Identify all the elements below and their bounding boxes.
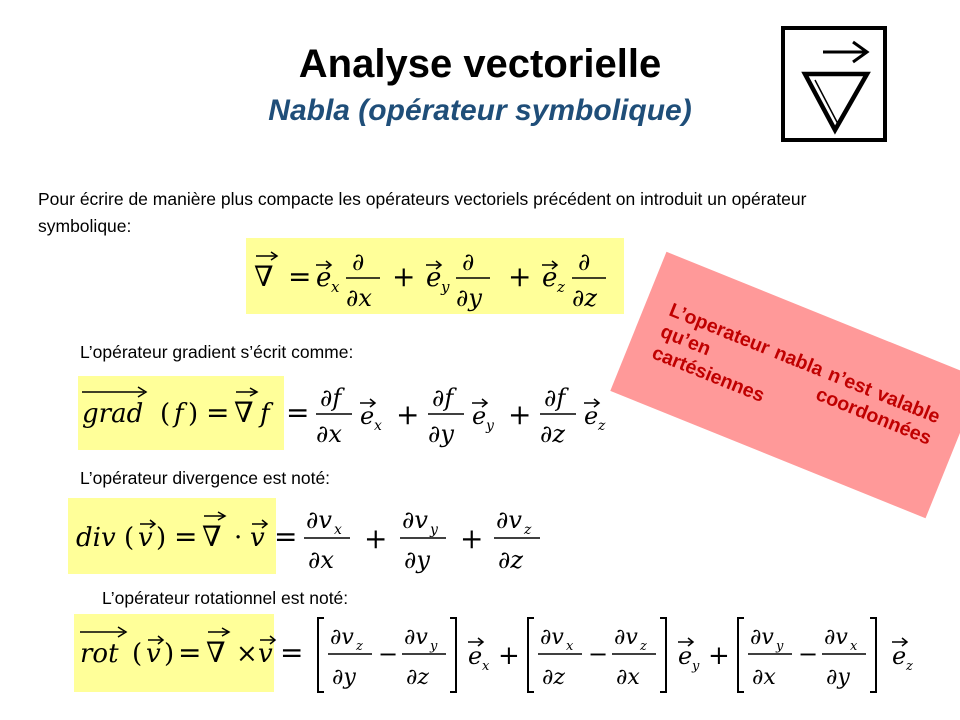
svg-text:grad: grad — [82, 399, 144, 429]
svg-text:∂x: ∂x — [316, 420, 342, 448]
svg-text:z: z — [356, 639, 363, 654]
svg-text:∂y: ∂y — [826, 665, 850, 690]
svg-text:e: e — [360, 402, 375, 430]
svg-text:(: ( — [124, 523, 135, 553]
svg-text:+: + — [460, 522, 484, 555]
svg-text:x: x — [566, 639, 574, 654]
svg-text:∂y: ∂y — [428, 420, 454, 448]
svg-text:∂: ∂ — [462, 248, 475, 276]
svg-text:z: z — [557, 278, 565, 296]
svg-text:∂: ∂ — [578, 248, 591, 276]
svg-text:∂x: ∂x — [308, 546, 334, 574]
svg-text:=: = — [288, 260, 312, 293]
svg-text:∂z: ∂z — [572, 284, 598, 312]
svg-text:∂v: ∂v — [330, 625, 354, 650]
svg-text:∂y: ∂y — [404, 546, 430, 574]
svg-text:+: + — [498, 641, 520, 671]
rotational-label: L’opérateur rotationnel est noté: — [102, 588, 349, 608]
svg-text:−: − — [798, 640, 819, 668]
svg-text:+: + — [708, 641, 730, 671]
svg-text:x: x — [482, 659, 490, 674]
svg-text:e: e — [678, 642, 693, 670]
svg-text:∂x: ∂x — [752, 665, 776, 690]
gradient-label: L’opérateur gradient s’écrit comme: — [80, 342, 354, 362]
nabla-arrow-icon — [785, 30, 883, 138]
svg-text:=: = — [206, 396, 230, 429]
intro-paragraph: Pour écrire de manière plus compacte les opérateurs vectoriels précédent on introduit un opérateur symbolique: — [38, 189, 807, 236]
svg-text:y: y — [430, 639, 438, 654]
svg-text:=: = — [286, 396, 310, 429]
svg-text:e: e — [542, 263, 558, 293]
svg-text:y: y — [430, 522, 438, 538]
svg-text:y: y — [486, 418, 494, 434]
svg-text:+: + — [364, 522, 388, 555]
svg-text:div: div — [76, 523, 116, 553]
svg-text:x: x — [850, 639, 858, 654]
svg-text:x: x — [374, 418, 382, 434]
svg-text:z: z — [598, 418, 606, 434]
svg-text:∇: ∇ — [206, 636, 226, 669]
svg-text:): ) — [156, 523, 167, 553]
divergence-label: L’opérateur divergence est noté: — [80, 468, 331, 488]
svg-text:∂x: ∂x — [346, 284, 372, 312]
nabla-definition-box — [246, 238, 624, 314]
svg-text:∂f: ∂f — [432, 384, 454, 412]
svg-text:y: y — [776, 639, 784, 654]
svg-text:·: · — [234, 523, 243, 553]
svg-text:∂v: ∂v — [306, 506, 332, 534]
svg-text:∂x: ∂x — [616, 665, 640, 690]
svg-text:e: e — [472, 402, 487, 430]
svg-text:∂z: ∂z — [406, 665, 429, 690]
svg-text:∇: ∇ — [234, 396, 254, 429]
svg-text:∂: ∂ — [352, 248, 365, 276]
svg-text:v: v — [138, 523, 153, 553]
gradient-formula — [78, 376, 618, 452]
svg-text:+: + — [392, 260, 416, 293]
svg-text:+: + — [508, 398, 532, 431]
page-title: Analyse vectorielle — [298, 42, 662, 86]
nabla-logo — [781, 26, 887, 142]
svg-text:∂z: ∂z — [540, 420, 566, 448]
svg-text:∂v: ∂v — [614, 625, 638, 650]
svg-text:=: = — [280, 636, 304, 669]
svg-text:z: z — [906, 659, 913, 674]
svg-text:∂y: ∂y — [456, 284, 482, 312]
svg-text:∂f: ∂f — [320, 384, 342, 412]
rotational-formula — [74, 612, 960, 696]
svg-text:∂z: ∂z — [498, 546, 524, 574]
svg-text:y: y — [692, 659, 700, 674]
svg-text:x: x — [331, 278, 340, 296]
svg-text:v: v — [146, 639, 161, 669]
svg-text:e: e — [468, 642, 483, 670]
svg-text:(: ( — [160, 399, 171, 429]
svg-text:e: e — [426, 263, 442, 293]
svg-text:y: y — [441, 278, 450, 296]
svg-text:+: + — [396, 398, 420, 431]
svg-text:∇: ∇ — [254, 260, 274, 293]
svg-text:e: e — [892, 642, 907, 670]
svg-text:∇: ∇ — [202, 520, 222, 553]
svg-text:∂v: ∂v — [404, 625, 428, 650]
svg-text:=: = — [178, 636, 202, 669]
svg-text:(: ( — [132, 639, 143, 669]
svg-text:∂z: ∂z — [542, 665, 565, 690]
svg-text:∂y: ∂y — [332, 665, 356, 690]
svg-text:v: v — [258, 639, 273, 669]
svg-text:): ) — [188, 399, 199, 429]
svg-text:=: = — [174, 520, 198, 553]
svg-text:z: z — [640, 639, 647, 654]
cartesian-warning-note — [610, 252, 960, 518]
svg-text:=: = — [274, 520, 298, 553]
nabla-definition-formula — [246, 238, 624, 314]
svg-text:∂v: ∂v — [750, 625, 774, 650]
svg-text:): ) — [164, 639, 175, 669]
svg-text:−: − — [378, 640, 399, 668]
svg-text:∂v: ∂v — [496, 506, 522, 534]
svg-text:∂v: ∂v — [540, 625, 564, 650]
svg-text:e: e — [316, 263, 332, 293]
divergence-formula — [68, 498, 548, 578]
svg-text:∂f: ∂f — [544, 384, 566, 412]
svg-text:rot: rot — [80, 639, 119, 669]
svg-text:v: v — [250, 523, 265, 553]
svg-text:×: × — [236, 639, 258, 669]
svg-text:x: x — [334, 522, 342, 538]
svg-text:f: f — [174, 399, 184, 429]
svg-text:f: f — [260, 399, 270, 429]
svg-text:e: e — [584, 402, 599, 430]
svg-text:−: − — [588, 640, 609, 668]
svg-text:+: + — [508, 260, 532, 293]
page-subtitle: Nabla (opérateur symbolique) — [268, 94, 692, 127]
svg-text:z: z — [524, 522, 532, 538]
cartesian-warning-text: L’operateur nabla n’est valable qu’en coordonnées cartésiennes — [649, 298, 944, 450]
svg-text:∂v: ∂v — [824, 625, 848, 650]
svg-text:∂v: ∂v — [402, 506, 428, 534]
